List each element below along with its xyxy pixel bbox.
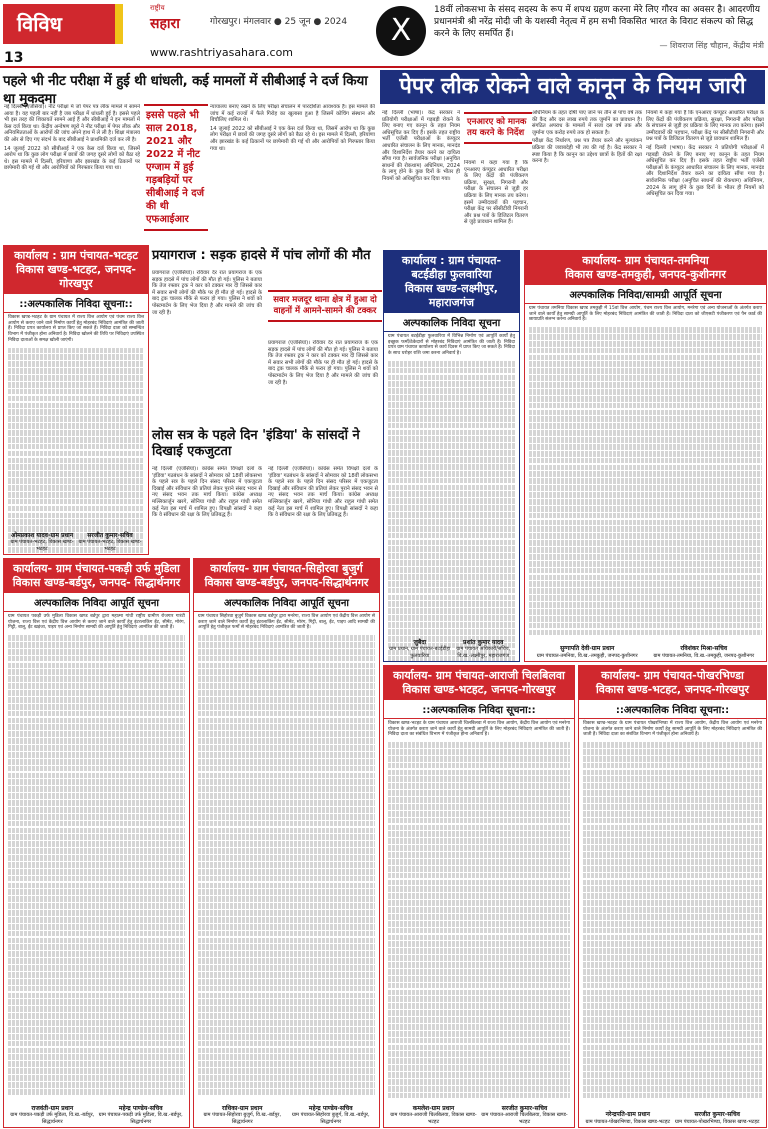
header-rule <box>0 66 768 68</box>
tender-block-name: विकास खण्ड-लक्ष्मीपुर, महाराजगंज <box>405 282 498 309</box>
tender-body: ग्राम पंचायत तमनिया विकास खण्ड तमकुही में 15वां वित्त आयोग, पंचम राज्य वित्त आयोग, मनरेगा एवं अन्य योजनाओं के अंतर्गत कराए जाने वाले कार्यों हेतु सामग्री आपूर्ति के लिए मोहरबंद निविदाएं आमंत्रित की जाती हैं। निविदा दाता को जीएसटी पंजीकरण एवं पैन कार्ड की छायाप्रति संलग्न करना अनिवार्य है। <box>529 306 762 323</box>
left-story-col-1 <box>4 104 140 239</box>
right-story-col-1 <box>382 110 460 245</box>
signatory-1-role: ग्राम पंचायत-भटहट, विकास खण्ड-भटहट <box>10 539 74 552</box>
signatory-1-role: ग्राम पंचायत-पोखरभिण्डा, विकास खण्ड-भटहट <box>585 1118 670 1125</box>
right-story-body-3: अधिनियम के तहत दोषी पाए जाने पर तीन से पांच वर्ष तक की कैद और दस लाख रुपये तक जुर्माने का प्रावधान है। संगठित अपराध के मामलों में सजा दस वर्ष तक और जुर्माना एक करोड़ रुपये तक हो सकता है। <box>532 110 642 136</box>
mid-headline-1: प्रयागराज : सड़क हादसे में पांच लोगों की मौत <box>152 248 371 263</box>
tender-office-name: कार्यालय- ग्राम पंचायत-आराजी चिलबिलवा <box>393 669 565 682</box>
tender-office <box>194 559 379 593</box>
mid-story-body: प्रयागराज (एजेंसियां)। रविवार देर रात प्रयागराज के एक सड़क हादसे में पांच लोगों की मौत हो गई। पुलिस ने बताया कि तेज रफ्तार ट्रक ने कार को टक्कर मार दी जिससे कार में सवार सभी लोगों की मौके पर ही मौत हो गई। हादसे के बाद ट्रक चालक मौके से फरार हो गया। पुलिस ने शवों को पोस्टमार्टम के लिए भेज दिया है और मामले की जांच की जा रही है। <box>152 270 262 316</box>
tender-body: विकास खण्ड-भटहट के ग्राम पंचायत में राज्य वित्त आयोग एवं पंचम राज्य वित्त आयोग से कराए जाने वाले निर्माण कार्यों हेतु मोहरबंद निविदाएं आमंत्रित की जाती हैं। निविदा प्रपत्र कार्यालय से प्राप्त किए जा सकते हैं। निविदा दाता को सम्बन्धित विभाग में पंजीकृत होना अनिवार्य है। निविदा खोलने की तिथि पर निविदाएं उपस्थित निविदा दाताओं के समक्ष खोली जाएंगी। <box>8 315 144 343</box>
paper-logo: सहारा <box>150 16 180 32</box>
top-story-text: 18वीं लोकसभा के संसद सदस्य के रूप में शपथ ग्रहण करना मेरे लिए गौरव का अवसर है। आदरणीय प्रधानमंत्री श्री नरेंद्र मोदी जी के यशस्वी नेतृत्व में हम सभी विकसित भारत के विराट संकल्प को सिद्ध करने के लिए समर्पित हैं। <box>434 5 760 39</box>
signatory-2-name: महेन्द्र पाण्डेय-सचिव <box>308 1104 353 1112</box>
mid-story-body-b: प्रयागराज (एजेंसियां)। रविवार देर रात प्रयागराज के एक सड़क हादसे में पांच लोगों की मौत हो गई। पुलिस ने बताया कि तेज रफ्तार ट्रक ने कार को टक्कर मार दी जिससे कार में सवार सभी लोगों की मौके पर ही मौत हो गई। हादसे के बाद ट्रक चालक मौके से फरार हो गया। पुलिस ने शवों को पोस्टमार्टम के लिए भेज दिया है और मामले की जांच की जा रही है। <box>268 340 378 386</box>
tender-office <box>4 246 148 294</box>
tender-body: ग्राम पंचायत बटईडीहा फुलवारिया में विभिन्न निर्माण एवं आपूर्ति कार्यों हेतु इच्छुक फर्मों/ठेकेदारों से मोहरबंद निविदाएं आमंत्रित की जाती हैं। निविदा प्रपत्र ग्राम पंचायत कार्यालय से कार्य दिवस में प्राप्त किए जा सकते हैं। निविदा के साथ धरोहर राशि जमा करना अनिवार्य है। <box>388 334 515 357</box>
tender-notice-sihorwa <box>193 558 380 1128</box>
signatory-2-name: रविशंकर मिश्रा-सचिव <box>680 645 728 652</box>
tender-body: विकास खण्ड-भटहट के ग्राम पंचायत पोखरभिण्डा में राज्य वित्त आयोग, केंद्रीय वित्त आयोग एवं मनरेगा योजना के अंतर्गत कराए जाने वाले निर्माण कार्यों हेतु सामग्री आपूर्ति के लिए मोहरबंद निविदाएं आमंत्रित की जाती हैं। निविदा दाता का संबंधित विभाग में पंजीकृत होना अनिवार्य है। <box>583 721 762 738</box>
signatory-2-name: महेन्द्र पाण्डेय-सचिव <box>118 1104 163 1112</box>
top-story-attribution: — शिवराज सिंह चौहान, केंद्रीय मंत्री <box>659 41 764 50</box>
signatory-1-role: ग्राम प्रधान, ग्राम पंचायत-बटईडीहा फुलवारिया <box>389 646 451 659</box>
tender-title: ::अल्पकालिक निविदा सूचना:: <box>579 700 766 719</box>
signatory-1-role: ग्राम पंचायत-पकड़ी उर्फ मुडिला, वि.ख.-बर्डपुर, सिद्धार्थनगर <box>10 1112 95 1125</box>
right-story-col-3 <box>532 110 642 245</box>
signatory-2-role: ग्राम पंचायत-पोखरभिण्डा, विकास खण्ड-भटहट <box>675 1118 760 1125</box>
signatory-2-name: सरजीत कुमार-सचिव <box>87 531 133 539</box>
tender-block-name: विकास खण्ड-भटहट, जनपद-गोरखपुर <box>16 263 136 290</box>
mid-story-highlight: सवार मजदूर थाना क्षेत्र में हुआ दो वाहनों में आमने-सामने की टक्कर <box>268 290 382 322</box>
tender-signatures <box>198 1106 375 1126</box>
tender-signatures <box>529 646 762 659</box>
tender-office <box>384 251 519 313</box>
signatory-2-role: ग्राम पंचायत-आराजी चिलबिलवा, विकास खण्ड-भटहट <box>481 1112 568 1125</box>
paper-logo-tag: राष्ट्रीय <box>150 4 165 12</box>
tender-notice-batidiha <box>383 250 520 662</box>
tender-notice-pokharbhinda <box>578 665 767 1128</box>
top-story <box>434 4 764 52</box>
signatory-2-role: ग्राम पंचायत अधिकारी/सचिव, वि.ख.-लक्ष्मीपुर, महाराजगंज <box>456 646 511 659</box>
tender-office-name: कार्यालय- ग्राम पंचायत-सिहोरवा बुजुर्ग <box>210 562 363 575</box>
right-headline: पेपर लीक रोकने वाले कानून के नियम जारी <box>380 70 765 104</box>
signatory-2-role: ग्राम पंचायत-भटहट, विकास खण्ड-भटहट <box>78 539 142 552</box>
tender-fine-print <box>384 740 574 1102</box>
tender-title: ::अल्पकालिक निविदा सूचना:: <box>4 294 148 313</box>
tender-office <box>384 666 574 700</box>
tender-block-name: विकास खण्ड-बर्डपुर, जनपद- सिद्धार्थनगर <box>12 576 181 589</box>
signatory-2-name: प्रशांत कुमार यादव <box>463 638 504 646</box>
signatory-2-name: सरजीत कुमार-सचिव <box>694 1111 740 1118</box>
left-story-body-2: 14 जुलाई 2022 को सीबीआई ने एक केस दर्ज किया था, जिसमें आरोप था कि कुछ लोग परीक्षा में छात्रों की जगह दूसरे लोगों को बैठा रहे थे। इस मामले में दिल्ली, हरियाणा और झारखंड के कई ठिकानों पर छापेमारी की गई थी और आरोपियों को गिरफ्तार किया गया था। <box>4 145 140 172</box>
tender-office-name: कार्यालय : ग्राम पंचायत-बटईडीहा फुलवारिया <box>401 254 502 281</box>
right-story-col-2 <box>464 160 528 246</box>
tender-office <box>525 251 766 285</box>
tender-body: ग्राम पंचायत सिहोरवा बुजुर्ग विकास खण्ड बर्डपुर द्वारा मनरेगा, राज्य वित्त आयोग एवं केंद्रीय वित्त आयोग से कराए जाने वाले निर्माण कार्यों हेतु इंटरलाकिंग ईंट, सीमेंट, मोरंग, गिट्टी, बालू, ईंट, पाइप आदि सामग्री की आपूर्ति हेतु पंजीकृत फर्मों से मोहरबंद निविदाएं आमंत्रित की जाती हैं। <box>198 614 375 631</box>
signatory-1-name: कमलेश-ग्राम प्रधान <box>412 1104 455 1112</box>
signatory-2-name: सरजीत कुमार-सचिव <box>501 1104 548 1112</box>
tender-signatures <box>388 640 515 660</box>
signatory-1-role: ग्राम पंचायत-तमनिया, वि.ख.-तमकुही, जनपद-कुशीनगर <box>536 652 638 659</box>
tender-body: ग्राम पंचायत पकड़ी उर्फ मुडिला विकास खण्ड बर्डपुर द्वारा महात्मा गांधी राष्ट्रीय ग्रामीण रोजगार गारंटी योजना, राज्य वित्त एवं केंद्रीय वित्त आयोग से कराए जाने वाले कार्यों हेतु इंटरलाकिंग ईंट, सीमेंट, मोरंग, गिट्टी, बालू, ईंट खड़ंजा, पाइप एवं अन्य निर्माण सामग्री की आपूर्ति हेतु निविदाएं आमंत्रित की जाती हैं। <box>8 614 185 631</box>
left-story-body-3: न्यायालय बनाए रखने के लिए परीक्षा संचालन में पारदर्शिता आवश्यक है। इस मामले की जांच में कई राज्यों में फैले गिरोह का खुलासा हुआ है जिसमें कोचिंग संस्थान और बिचौलिए शामिल थे। <box>210 104 375 124</box>
tender-office <box>579 666 766 700</box>
right-story-body-2c: नियमों में कहा गया है कि एनआरए कंप्यूटर आधारित परीक्षा के लिए केंद्रों की पंजीकरण प्रक्रिया, सुरक्षा, निगरानी और परीक्षा के संचालन से जुड़ी हर प्रक्रिया के लिए मानक तय करेगा। इसमें उम्मीदवारों की पहचान, परीक्षा केंद्र पर सीसीटीवी निगरानी और प्रश्न पत्रों के डिजिटल वितरण से जुड़े प्रावधान शामिल हैं। <box>646 110 764 143</box>
signatory-2-role: ग्राम पंचायत-सिहोरवा बुजुर्ग, वि.ख.-बर्डपुर, सिद्धार्थनगर <box>291 1112 370 1125</box>
signatory-1-role: ग्राम पंचायत-सिहोरवा बुजुर्ग, वि.ख.-बर्डपुर, सिद्धार्थनगर <box>203 1112 282 1125</box>
left-story-highlight: इससे पहले भी साल 2018, 2021 और 2022 में नीट एग्जाम में हुई गड़बड़ियों पर सीबीआई ने दर्ज की थी एफआईआर <box>144 104 208 231</box>
tender-title: अल्पकालिक निविदा आपूर्ति सूचना <box>4 593 189 612</box>
tender-title: ::अल्पकालिक निविदा सूचना:: <box>384 700 574 719</box>
site-url: www.rashtriyasahara.com <box>150 46 294 59</box>
signatory-1-name: नरेन्द्रपति-ग्राम प्रधान <box>605 1111 650 1118</box>
right-story-highlight: एनआरए को मानक तय करने के निर्देश <box>464 112 532 144</box>
tender-block-name: विकास खण्ड-तमकुही, जनपद-कुशीनगर <box>565 268 726 281</box>
tender-notice-tamania <box>524 250 767 662</box>
left-story-col-2 <box>210 104 375 239</box>
tender-block-name: विकास खण्ड-भटहट, जनपद-गोरखपुर <box>402 683 556 696</box>
section-label: विविध <box>3 4 123 44</box>
page-header <box>0 0 768 66</box>
left-story-body-1: नई दिल्ली (एजेंसियां)। नीट परीक्षा में जो पेपर पत्र लीक मामले में सामने आया है। यह पहली बार नहीं है जब परीक्षा में धांधली हुई है। इससे पहले भी इस तरह की शिकायतें सामने आई हैं और सीबीआई ने इन मामलों में केस दर्ज किया था। केंद्रीय अन्वेषण ब्यूरो ने नीट परीक्षा में पेपर लीक और अनियमितताओं के आरोपों की जांच अपने हाथ में ले ली है। शिक्षा मंत्रालय की ओर से दिए गए संदर्भ के बाद सीबीआई ने प्राथमिकी दर्ज कर ली है। <box>4 104 140 143</box>
right-story-body-4: परीक्षा केंद्र निर्धारण, प्रश्न पत्र तैयार करने और मूल्यांकन प्रक्रिया की जवाबदेही भी तय की गई है। केंद्र सरकार ने स्पष्ट किया है कि कानून का उद्देश्य छात्रों के हितों की रक्षा करना है। <box>532 138 642 165</box>
tender-office-name: कार्यालय- ग्राम पंचायत-पोखरभिण्डा <box>601 669 744 682</box>
left-story-body-2b: 14 जुलाई 2022 को सीबीआई ने एक केस दर्ज किया था, जिसमें आरोप था कि कुछ लोग परीक्षा में छात्रों की जगह दूसरे लोगों को बैठा रहे थे। इस मामले में दिल्ली, हरियाणा और झारखंड के कई ठिकानों पर छापेमारी की गई थी और आरोपियों को गिरफ्तार किया गया था। <box>210 125 375 152</box>
tender-fine-print <box>4 633 189 1098</box>
mid-story-2-col-1: नई दिल्ली (एजेंसियां)। कांग्रेस समेत विपक्षी दलों के 'इंडिया' गठबंधन के सांसदों ने सोमवार को 18वीं लोकसभा के पहले सत्र के पहले दिन संसद परिसर में एकजुटता दिखाई और संविधान की प्रतियां लेकर पुराने संसद भवन से नए संसद भवन तक मार्च किया। कांग्रेस अध्यक्ष मल्लिकार्जुन खरगे, सोनिया गांधी और राहुल गांधी समेत कई नेता इस मार्च में शामिल हुए। विपक्षी सांसदों ने कहा कि वे संविधान की रक्षा के लिए प्रतिबद्ध हैं। <box>152 466 262 519</box>
page-number: 13 <box>4 50 24 66</box>
signatory-1-name: ओमप्रकाश यादव-ग्राम प्रधान <box>10 531 74 539</box>
signatory-2-role: ग्राम पंचायत-पकड़ी उर्फ मुडिला, वि.ख.-बर्डपुर, सिद्धार्थनगर <box>98 1112 183 1125</box>
signatory-1-name: राधिका-ग्राम प्रधान <box>221 1104 263 1112</box>
right-story-body-1: नई दिल्ली (भाषा)। केंद्र सरकार ने प्रतियोगी परीक्षाओं में गड़बड़ी रोकने के लिए बनाए गए कानून के तहत नियम अधिसूचित कर दिए हैं। इसके तहत राष्ट्रीय भर्ती एजेंसी परीक्षाओं के कंप्यूटर आधारित संचालन के लिए मानक, मानदंड और दिशानिर्देश तैयार करने का दायित्व सौंपा गया है। सार्वजनिक परीक्षा (अनुचित साधनों की रोकथाम) अधिनियम, 2024 के लागू होने के कुछ दिनों के भीतर ही नियमों को अधिसूचित कर दिया गया। <box>382 110 460 182</box>
tender-fine-print <box>384 359 519 662</box>
tender-fine-print <box>4 346 148 555</box>
tender-office-name: कार्यालय- ग्राम पंचायत-पकड़ी उर्फ मुडिला <box>13 562 180 575</box>
tender-title: अल्पकालिक निविदा/सामग्री आपूर्ति सूचना <box>525 285 766 304</box>
signatory-2-role: ग्राम पंचायत-तमनिया, वि.ख.-तमकुही, जनपद-कुशीनगर <box>653 652 755 659</box>
tender-signatures <box>388 1106 570 1126</box>
right-story-body-2: नियमों में कहा गया है कि एनआरए कंप्यूटर आधारित परीक्षा के लिए केंद्रों की पंजीकरण प्रक्रिया, सुरक्षा, निगरानी और परीक्षा के संचालन से जुड़ी हर प्रक्रिया के लिए मानक तय करेगा। इसमें उम्मीदवारों की पहचान, परीक्षा केंद्र पर सीसीटीवी निगरानी और प्रश्न पत्रों के डिजिटल वितरण से जुड़े प्रावधान शामिल हैं। <box>464 160 528 226</box>
tender-block-name: विकास खण्ड-बर्डपुर, जनपद-सिद्धार्थनगर <box>204 576 369 589</box>
tender-signatures <box>583 1112 762 1125</box>
signatory-1-name: सुग्गापति देवी-ग्राम प्रधान <box>560 645 615 652</box>
tender-body: विकास खण्ड-भटहट के ग्राम पंचायत आराजी चिलबिलवा में राज्य वित्त आयोग, केंद्रीय वित्त आयोग एवं मनरेगा योजना के अंतर्गत कराए जाने वाले कार्यों हेतु सामग्री आपूर्ति के लिए मोहरबंद निविदाएं आमंत्रित की जाती हैं। निविदा दाता का संबंधित विभाग में पंजीकृत होना अनिवार्य है। <box>388 721 570 738</box>
tender-office-name: कार्यालय : ग्राम पंचायत-भटहट <box>14 249 138 262</box>
tender-block-name: विकास खण्ड-भटहट, जनपद-गोरखपुर <box>595 683 750 696</box>
tender-title: अल्पकालिक निविदा सूचना <box>384 313 519 332</box>
tender-office-name: कार्यालय- ग्राम पंचायत-तमनिया <box>582 254 709 267</box>
left-headline: पहले भी नीट परीक्षा में हुई थी धांधली, कई मामलों में सीबीआई ने दर्ज किया था मुकदमा <box>3 73 368 107</box>
dateline: गोरखपुर। मंगलवार ● 25 जून ● 2024 <box>210 17 348 27</box>
mid-headline-2: लोस सत्र के पहले दिन 'इंडिया' के सांसदों ने दिखाई एकजुटता <box>152 428 360 459</box>
tender-office <box>4 559 189 593</box>
right-story-col-4 <box>646 110 764 245</box>
tender-signatures <box>8 533 144 553</box>
signatory-1-name: राजवंती-ग्राम प्रधान <box>31 1104 74 1112</box>
tender-title: अल्पकालिक निविदा आपूर्ति सूचना <box>194 593 379 612</box>
tender-fine-print <box>579 740 766 1102</box>
tender-notice-pakdi <box>3 558 190 1128</box>
signatory-1-role: ग्राम पंचायत-आराजी चिलबिलवा, विकास खण्ड-भटहट <box>390 1112 477 1125</box>
tender-fine-print <box>525 325 766 638</box>
x-logo-icon: X <box>376 6 426 56</box>
signatory-1-name: जुबैदा <box>413 638 427 646</box>
mid-story-2-col-2: नई दिल्ली (एजेंसियां)। कांग्रेस समेत विपक्षी दलों के 'इंडिया' गठबंधन के सांसदों ने सोमवार को 18वीं लोकसभा के पहले सत्र के पहले दिन संसद परिसर में एकजुटता दिखाई और संविधान की प्रतियां लेकर पुराने संसद भवन से नए संसद भवन तक मार्च किया। कांग्रेस अध्यक्ष मल्लिकार्जुन खरगे, सोनिया गांधी और राहुल गांधी समेत कई नेता इस मार्च में शामिल हुए। विपक्षी सांसदों ने कहा कि वे संविधान की रक्षा के लिए प्रतिबद्ध हैं। <box>268 466 378 519</box>
right-story-body-1c: नई दिल्ली (भाषा)। केंद्र सरकार ने प्रतियोगी परीक्षाओं में गड़बड़ी रोकने के लिए बनाए गए कानून के तहत नियम अधिसूचित कर दिए हैं। इसके तहत राष्ट्रीय भर्ती एजेंसी परीक्षाओं के कंप्यूटर आधारित संचालन के लिए मानक, मानदंड और दिशानिर्देश तैयार करने का दायित्व सौंपा गया है। सार्वजनिक परीक्षा (अनुचित साधनों की रोकथाम) अधिनियम, 2024 के लागू होने के कुछ दिनों के भीतर ही नियमों को अधिसूचित कर दिया गया। <box>646 144 764 198</box>
tender-signatures <box>8 1106 185 1126</box>
tender-notice-bhathat <box>3 245 149 555</box>
tender-notice-araji-chilbilwa <box>383 665 575 1128</box>
tender-fine-print <box>194 633 379 1098</box>
